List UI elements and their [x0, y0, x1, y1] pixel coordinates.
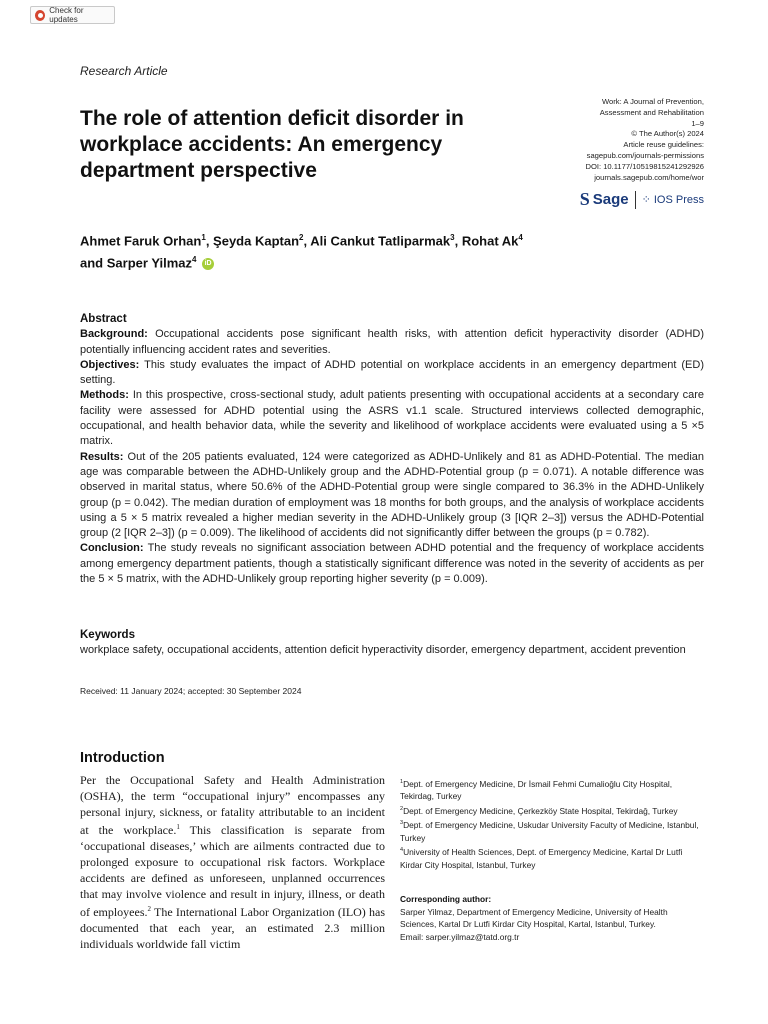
check-for-updates-icon: [35, 10, 45, 21]
journal-reuse: Article reuse guidelines:: [623, 140, 704, 150]
section-label: Objectives:: [80, 358, 140, 371]
affiliation-sup: 1: [201, 233, 206, 242]
introduction-paragraph: [80, 773, 385, 953]
section-text: Out of the 205 patients evaluated, 124 were categorized as ADHD-Unlikely and 81 as ADHD-Potential. The median age was comparable between the ADHD-Unlikely group and the ADHD-Potential group (p = 0.071). A notable difference was observed in marital status, where 50.6% of the ADHD-Potential group were single compared to 36.3% in the ADHD-Unlikely group (p = 0.042). The median duration of employment was 18 months for both groups, and the analysis of workplace accidents using a 5 × 5 matrix revealed a higher median severity in the ADHD-Unlikely group (3 [IQR 2–3]) versus the ADHD-Potential group (2 [IQR 2–3]) (p = 0.009). The likelihood of accidents did not significantly differ between the groups (p = 0.782).: [80, 450, 705, 540]
ios-press-dots-icon: ⁘: [641, 194, 651, 206]
corresponding-heading: Corresponding author:: [400, 894, 492, 904]
body-text: Per the Occupational Safety and Health Administration (OSHA), the term “occupational injury” encompasses any personal injury, sickness, or fatality attributable to an incident at the workplace.: [80, 773, 385, 838]
author-name: Sarper Yilmaz: [106, 255, 193, 271]
journal-name-line2: Assessment and Rehabilitation: [599, 107, 704, 117]
journal-info: [585, 97, 704, 183]
section-label: Background:: [80, 328, 148, 341]
abstract-conclusion: [80, 541, 704, 587]
affiliation-text: Dept. of Emergency Medicine, Çerkezköy State Hospital, Tekirdağ, Turkey: [403, 805, 678, 816]
journal-copyright: © The Author(s) 2024: [631, 129, 704, 139]
author-list: Ahmet Faruk Orhan$^1$, Şeyda Kaptan$^2$, Ali Cankut Tatliparmak$^3$, Rohat Ak$^4$ and Sarper Yilmaz$^4$ iD: [80, 233, 523, 271]
body-text: This classification is separate from ‘occupational diseases,’ which are ailments contracted due to prolonged exposure to occupational risk factors. Workplace accidents are defined as unforeseen, unplanned occurrences that may involve violence and result in injury, illness, or death of employees.: [80, 823, 386, 920]
affiliation-sup: 2: [299, 233, 304, 242]
author-name: Şeyda Kaptan: [213, 233, 300, 249]
affiliation-sup: 3: [400, 820, 404, 827]
corresponding-details: Sarper Yilmaz, Department of Emergency Medicine, University of Health Sciences, Kartal Dr Lutfi Kirdar City Hospital, Kartal, Istanbul, Turkey.: [400, 906, 668, 930]
abstract-methods: [80, 388, 704, 449]
reference-link[interactable]: 1: [176, 823, 180, 832]
affiliation-text: Dept. of Emergency Medicine, Dr İsmail Fehmi Cumalioğlu City Hospital, Tekirdag, Turkey: [400, 778, 673, 802]
journal-pages: 1–9: [691, 118, 704, 128]
publisher-logos: [580, 189, 704, 210]
paper-title: The role of attention deficit disorder in workplace accidents: An emergency department perspective: [80, 107, 464, 182]
logo-divider: [635, 191, 636, 209]
affiliation-sup: 4: [518, 233, 523, 242]
journal-name-line1: Work: A Journal of Prevention,: [601, 97, 704, 106]
ios-press-logo[interactable]: [642, 193, 704, 206]
article-type: Research Article: [80, 64, 168, 78]
affiliations: [400, 776, 705, 871]
keywords-heading: Keywords: [80, 629, 135, 641]
affiliation-text: University of Health Sciences, Dept. of Emergency Medicine, Kartal Dr Lutfi Kirdar City Hospital, Istanbul, Turkey: [400, 847, 683, 870]
check-for-updates-button[interactable]: [30, 6, 115, 24]
body-text: The International Labor Organization (ILO) has documented that each year, an estimated 2.3 million individuals worldwide fall victim: [80, 905, 385, 951]
ios-press-logo-text: IOS Press: [653, 193, 704, 206]
section-text: This study evaluates the impact of ADHD potential on workplace accidents in an emergency department (ED) setting.: [80, 358, 704, 387]
received-dates: Received: 11 January 2024; accepted: 30 September 2024: [80, 686, 302, 696]
abstract-results: [80, 450, 704, 542]
affiliation-sup: 2: [400, 805, 404, 812]
orcid-icon[interactable]: iD: [202, 258, 214, 270]
journal-home-link[interactable]: journals.sagepub.com/home/wor: [594, 172, 704, 182]
sage-logo-text: Sage: [592, 191, 629, 208]
affiliation-sup: 3: [450, 233, 455, 242]
sage-logo[interactable]: [580, 189, 629, 210]
author-name: Ahmet Faruk Orhan: [80, 233, 202, 249]
affiliation-sup: 4: [400, 847, 404, 854]
abstract-background: [80, 327, 704, 358]
affiliation-sup: 1: [400, 779, 404, 785]
section-text: In this prospective, cross-sectional study, adult patients presenting with occupational accidents at a secondary care facility were assessed for ADHD potential using the ASRS v1.1 scale. Structured interviews collected demographic, occupational, and health behavior data, while the severity and likelihood of workplace accidents were evaluated using a 5 ×5 matrix.: [80, 389, 705, 448]
abstract: [80, 312, 704, 587]
keywords-text: workplace safety, occupational accidents, attention deficit hyperactivity disorder, emergency department, accident prevention: [80, 644, 686, 656]
keywords: [80, 628, 704, 658]
permissions-link[interactable]: sagepub.com/journals-permissions: [586, 150, 704, 160]
abstract-heading: Abstract: [80, 313, 127, 325]
corresponding-author: [400, 893, 705, 943]
affiliation-item: [400, 803, 705, 817]
author-name: Ali Cankut Tatliparmak: [310, 233, 451, 249]
doi-link[interactable]: DOI: 10.1177/10519815241292926: [585, 161, 704, 171]
affiliation-text: Dept. of Emergency Medicine, Uskudar University Faculty of Medicine, Istanbul, Turkey: [400, 820, 699, 843]
section-text: Occupational accidents pose significant health risks, with attention deficit hyperactivity disorder (ADHD) potentially influencing accident rates and severities.: [80, 328, 705, 356]
section-label: Conclusion:: [80, 542, 144, 555]
affiliation-item: [400, 776, 705, 803]
author-conjunction: and: [80, 255, 104, 271]
sage-s-icon: S: [579, 189, 590, 209]
abstract-objectives: [80, 358, 704, 389]
section-label: Methods:: [80, 389, 129, 402]
affiliation-item: [400, 817, 705, 844]
reference-link[interactable]: 2: [147, 905, 152, 914]
section-text: The study reveals no significant association between ADHD potential and the frequency of workplace accidents among emergency department patients, though a statistically significant difference was noted in the severity of accidents as per the 5 × 5 matrix, with the ADHD-Unlikely group reporting higher severity (p = 0.009).: [80, 542, 705, 586]
check-for-updates-label: Check for updates: [49, 6, 84, 24]
affiliation-sup: 4: [192, 255, 197, 265]
author-name: Rohat Ak: [461, 233, 519, 249]
introduction-heading: Introduction: [80, 750, 165, 766]
affiliation-item: [400, 844, 705, 871]
section-label: Results:: [80, 450, 124, 463]
corresponding-email[interactable]: Email: sarper.yilmaz@tatd.org.tr: [400, 931, 520, 942]
